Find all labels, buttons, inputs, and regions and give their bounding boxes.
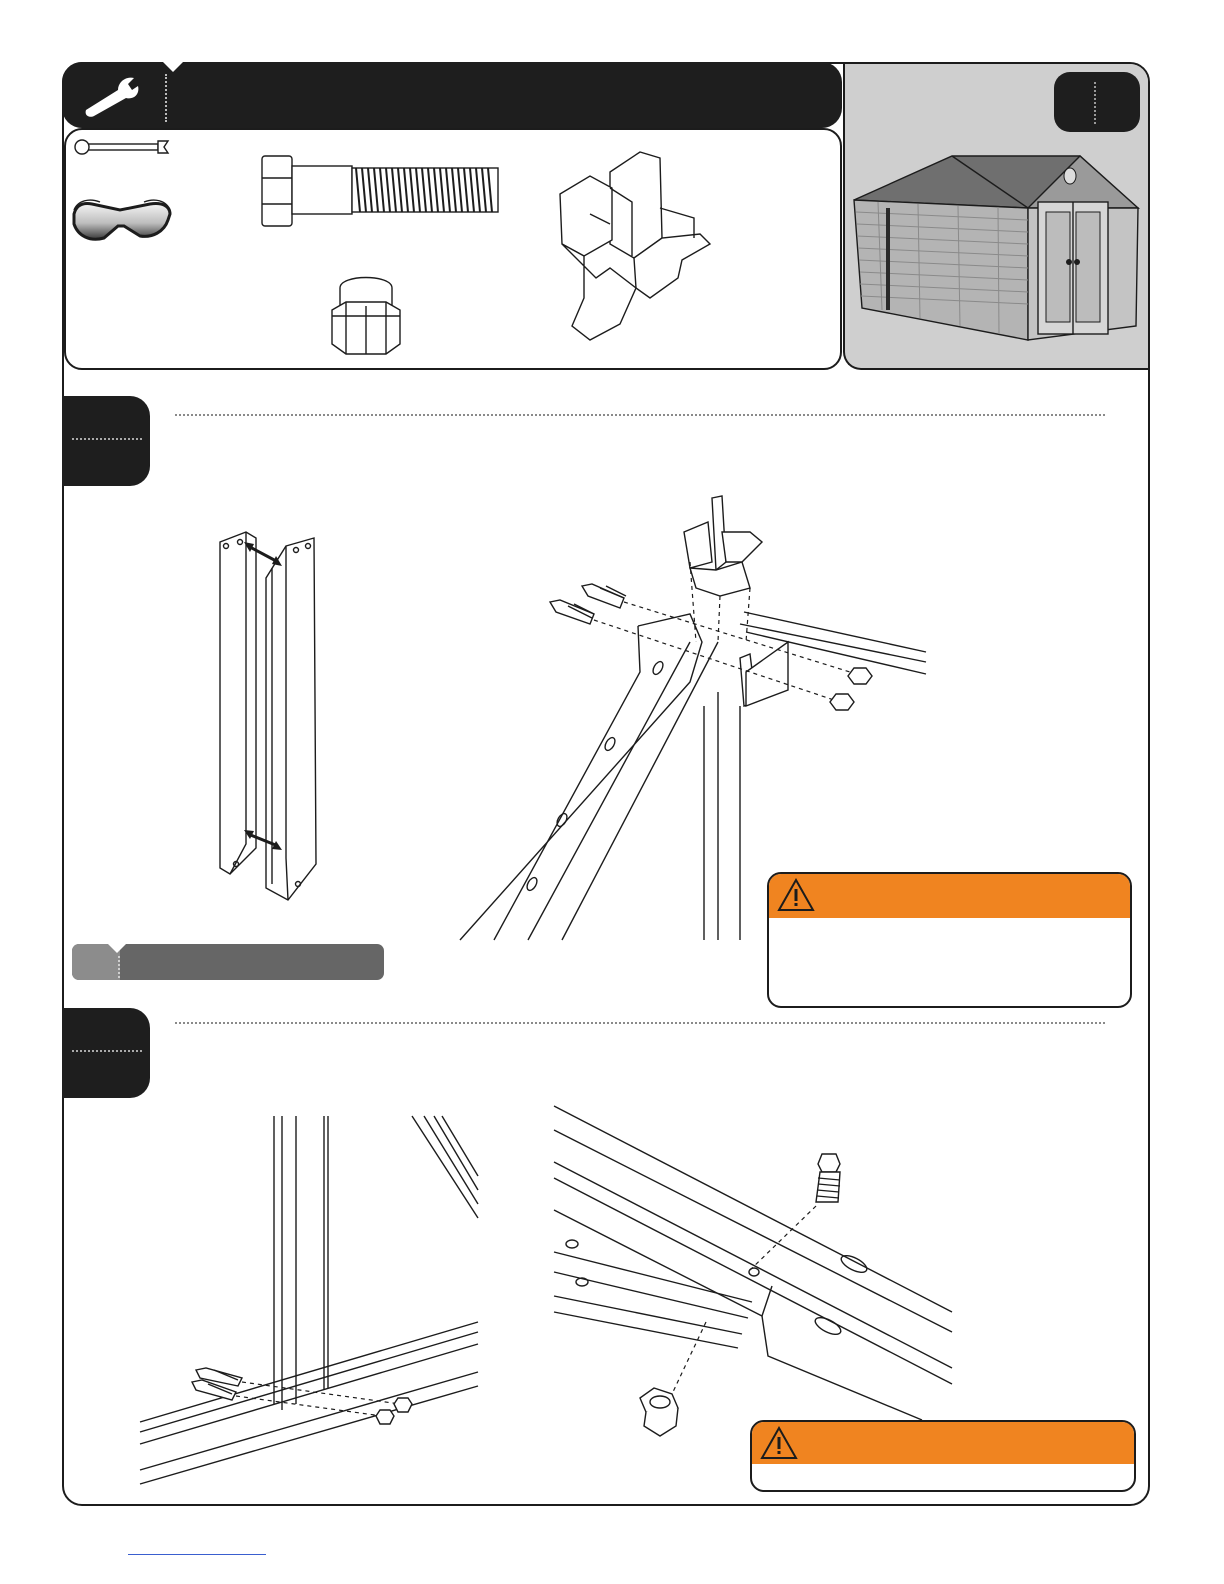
step-1-brace-pieces bbox=[216, 528, 320, 904]
step-1-instruction bbox=[175, 426, 1095, 466]
warning-triangle-icon bbox=[777, 878, 815, 912]
step-1-tab bbox=[62, 396, 150, 486]
footer-link[interactable] bbox=[128, 1554, 266, 1555]
step-2-base-assembly bbox=[138, 1114, 482, 1488]
caution-box-1 bbox=[767, 872, 1132, 1008]
header-divider bbox=[165, 74, 167, 122]
hex-bolt-icon bbox=[258, 152, 504, 230]
step-2-rule bbox=[175, 1022, 1105, 1024]
note-notch bbox=[108, 944, 126, 953]
combination-wrench-icon bbox=[72, 138, 172, 156]
step-2-instruction bbox=[175, 1034, 1095, 1074]
step-2-tab bbox=[62, 1008, 150, 1098]
safety-glasses-icon bbox=[70, 196, 174, 256]
model-badge bbox=[1054, 72, 1140, 132]
caution-2-text bbox=[764, 1468, 1124, 1488]
caution-1-text bbox=[781, 926, 1121, 1002]
shed-illustration bbox=[848, 150, 1144, 346]
step-1-rule bbox=[175, 414, 1105, 416]
roof-bracket-icon bbox=[550, 148, 716, 344]
caution-box-2 bbox=[750, 1420, 1136, 1492]
cap-nut-icon bbox=[326, 266, 406, 358]
step-2-rafter-detail bbox=[552, 1102, 956, 1442]
header-notch bbox=[163, 62, 183, 72]
wrench-icon bbox=[78, 74, 144, 118]
warning-triangle-icon bbox=[760, 1426, 798, 1460]
